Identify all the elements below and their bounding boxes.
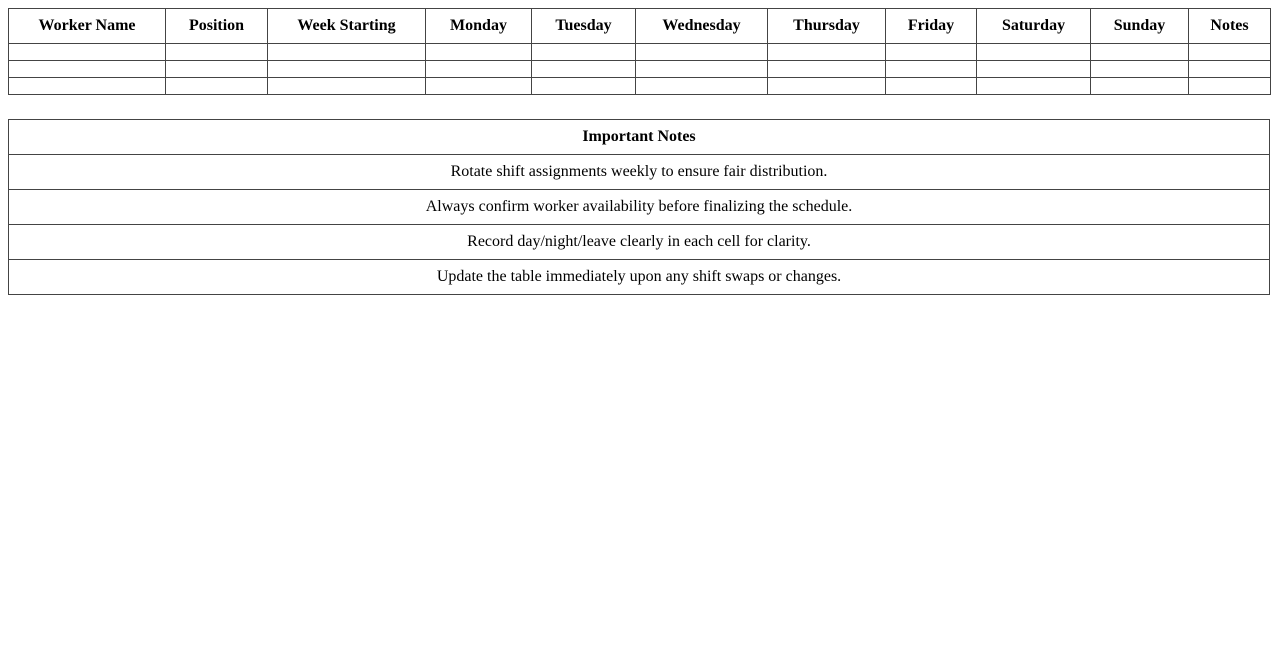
table-cell[interactable] bbox=[532, 61, 636, 78]
column-header-notes: Notes bbox=[1189, 9, 1271, 44]
table-row bbox=[9, 78, 1271, 95]
note-row bbox=[9, 155, 1270, 190]
table-cell[interactable] bbox=[532, 44, 636, 61]
notes-header-row bbox=[9, 120, 1270, 155]
table-cell[interactable] bbox=[1091, 61, 1189, 78]
notes-title: Important Notes bbox=[9, 120, 1270, 155]
note-row bbox=[9, 260, 1270, 295]
table-cell[interactable] bbox=[977, 44, 1091, 61]
table-cell[interactable] bbox=[977, 61, 1091, 78]
table-cell[interactable] bbox=[9, 44, 166, 61]
table-cell[interactable] bbox=[426, 44, 532, 61]
table-cell[interactable] bbox=[977, 78, 1091, 95]
table-cell[interactable] bbox=[768, 78, 886, 95]
note-row bbox=[9, 190, 1270, 225]
table-cell[interactable] bbox=[768, 44, 886, 61]
table-cell[interactable] bbox=[166, 44, 268, 61]
note-item: Rotate shift assignments weekly to ensure fair distribution. bbox=[9, 155, 1270, 190]
table-cell[interactable] bbox=[532, 78, 636, 95]
column-header-tuesday: Tuesday bbox=[532, 9, 636, 44]
column-header-monday: Monday bbox=[426, 9, 532, 44]
note-item: Always confirm worker availability before finalizing the schedule. bbox=[9, 190, 1270, 225]
table-cell[interactable] bbox=[268, 61, 426, 78]
table-cell[interactable] bbox=[636, 44, 768, 61]
table-cell[interactable] bbox=[1189, 44, 1271, 61]
table-cell[interactable] bbox=[886, 61, 977, 78]
table-cell[interactable] bbox=[886, 44, 977, 61]
column-header-saturday: Saturday bbox=[977, 9, 1091, 44]
note-row bbox=[9, 225, 1270, 260]
column-header-worker-name: Worker Name bbox=[9, 9, 166, 44]
column-header-sunday: Sunday bbox=[1091, 9, 1189, 44]
note-item: Update the table immediately upon any shift swaps or changes. bbox=[9, 260, 1270, 295]
table-cell[interactable] bbox=[636, 78, 768, 95]
table-cell[interactable] bbox=[268, 78, 426, 95]
table-cell[interactable] bbox=[9, 78, 166, 95]
column-header-wednesday: Wednesday bbox=[636, 9, 768, 44]
column-header-friday: Friday bbox=[886, 9, 977, 44]
table-cell[interactable] bbox=[166, 61, 268, 78]
table-cell[interactable] bbox=[886, 78, 977, 95]
important-notes-table bbox=[8, 119, 1270, 295]
table-cell[interactable] bbox=[426, 78, 532, 95]
table-cell[interactable] bbox=[1189, 78, 1271, 95]
table-cell[interactable] bbox=[1091, 44, 1189, 61]
schedule-table bbox=[8, 8, 1271, 95]
table-cell[interactable] bbox=[1091, 78, 1189, 95]
column-header-week-starting: Week Starting bbox=[268, 9, 426, 44]
table-cell[interactable] bbox=[636, 61, 768, 78]
header-row bbox=[9, 9, 1271, 44]
table-cell[interactable] bbox=[9, 61, 166, 78]
table-cell[interactable] bbox=[768, 61, 886, 78]
column-header-position: Position bbox=[166, 9, 268, 44]
table-cell[interactable] bbox=[166, 78, 268, 95]
table-cell[interactable] bbox=[426, 61, 532, 78]
table-row bbox=[9, 44, 1271, 61]
table-cell[interactable] bbox=[1189, 61, 1271, 78]
table-cell[interactable] bbox=[268, 44, 426, 61]
table-row bbox=[9, 61, 1271, 78]
note-item: Record day/night/leave clearly in each cell for clarity. bbox=[9, 225, 1270, 260]
column-header-thursday: Thursday bbox=[768, 9, 886, 44]
